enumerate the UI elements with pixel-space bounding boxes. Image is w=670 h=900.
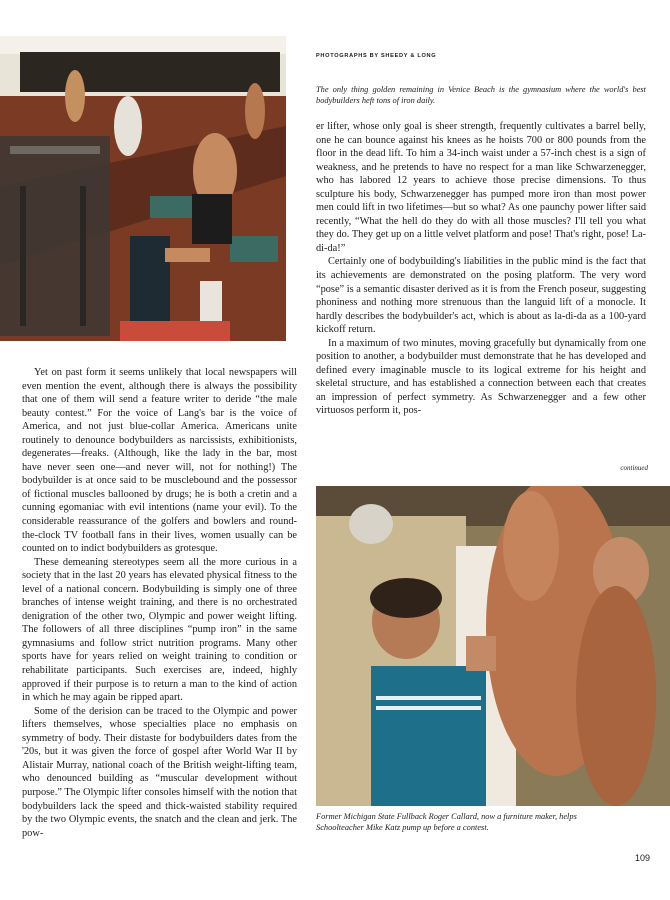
continued-label: continued: [620, 464, 648, 472]
page-number: 109: [634, 853, 650, 863]
pump-up-photo: [316, 486, 670, 806]
body-paragraph: In a maximum of two minutes, moving gracefully but dynamically from one position to another, a bodybuilder must demonstrate that he has developed and defined every imaginable muscle to its logical extreme for his height and skeletal structure, and has established a connection between each that creates an impression of perfect symmetry. As Schwarzenegger and a few other virtuosos perform it, pos-: [316, 337, 646, 417]
body-paragraph: Some of the derision can be traced to the Olympic and power lifters themselves, whose specialties place no emphasis on symmetry of body. Their distaste for bodybuilders dates from the '20s, but it was given the force of gospel after World War II by Alistair Murray, national coach of the British weight-lifting team, who denounced building as “muscular development without purpose.” The Olympic lifter consoles himself with the notion that bodybuilders lack the speed and thick-waisted stability required by the two Olympic events, the snatch and the clean and jerk. The pow-: [22, 705, 298, 839]
caption-top: The only thing golden remaining in Venice Beach is the gymnasium where the world's best bodybuilders heft tons of iron daily.: [316, 85, 646, 105]
gym-photo: [0, 36, 286, 341]
body-paragraph: er lifter, whose only goal is sheer strength, frequently cultivates a barrel belly, one he can bounce against his knees as he hoists 700 or 800 pounds from the floor in the dead lift. To him a 34-inch waist under a 57-inch chest is a sign of weakness, and he pretends to have no respect for a man like Schwarzenegger, who has labored 12 years to achieve those precise dimensions. To thus sculpture his body, Schwarzenegger has pumped more iron than most power men could lift in two lifetimes—but so what? As one paunchy power lifter said recently, “What the hell do they do with all those muscles? I'll tell you what they do. They get up on a little velvet platform and pose! That's right, pose! La-di-da!”: [316, 121, 646, 254]
left-column: [22, 366, 297, 840]
body-paragraph: Yet on past form it seems unlikely that local newspapers will even mention the event, although there is always the possibility that one of them will send a feature writer to deride “the male beauty contest.” For the voice of Lang's bar is the voice of America, and not just blue-collar America. Americans unite routinely to denounce bodybuilders as narcissists, exhibitionists, degenerates—freaks. (Although, like the lady in the bar, most have never seen one—and never will, not for nothing!) The bodybuilder is at once said to be musclebound and the possessor of fictional muscles ballooned by drugs; he is both a cretin and a cunning egomaniac with evil intentions (name your evil). To the considerable reassurance of the golfers and bowlers and round-the-clock TV football fans in their lives, women usually can be counted on to indict bodybuilders as grotesque.: [22, 367, 297, 555]
caption-bottom: Former Michigan State Fullback Roger Callard, now a furniture maker, helps Schoolteacher Mike Katz pump up before a contest.: [316, 812, 577, 832]
body-paragraph: Certainly one of bodybuilding's liabilities in the public mind is the fact that its achievements are demonstrated on the posing platform. The very word “pose” is a semantic disaster derived as it is from the French poseur, suggesting phoniness and nothing more strenuous than the languid lift of a monocle. It hardly describes the bodybuilder's act, which is about as la-di-da as a 100-yard kickoff return.: [316, 256, 646, 336]
body-paragraph: These demeaning stereotypes seem all the more curious in a society that in the last 20 years has elevated physical fitness to the level of a national concern. Bodybuilding is simply one of three branches of intense weight training, and there is no orchestrated denigration of the other two, Olympic and power weight lifting. The followers of all three disciplines “pump iron” in the same gymnasiums and follow strict nutrition programs. Many other sports have for years relied on weight training to condition or rehabilitate participants. Such exercises are, indeed, highly approved if their purpose is to return a man to the kind of action in which he may again be ripped apart.: [22, 556, 297, 704]
right-column: [316, 120, 646, 418]
photo-credit: PHOTOGRAPHS BY SHEEDY & LONG: [316, 53, 437, 59]
